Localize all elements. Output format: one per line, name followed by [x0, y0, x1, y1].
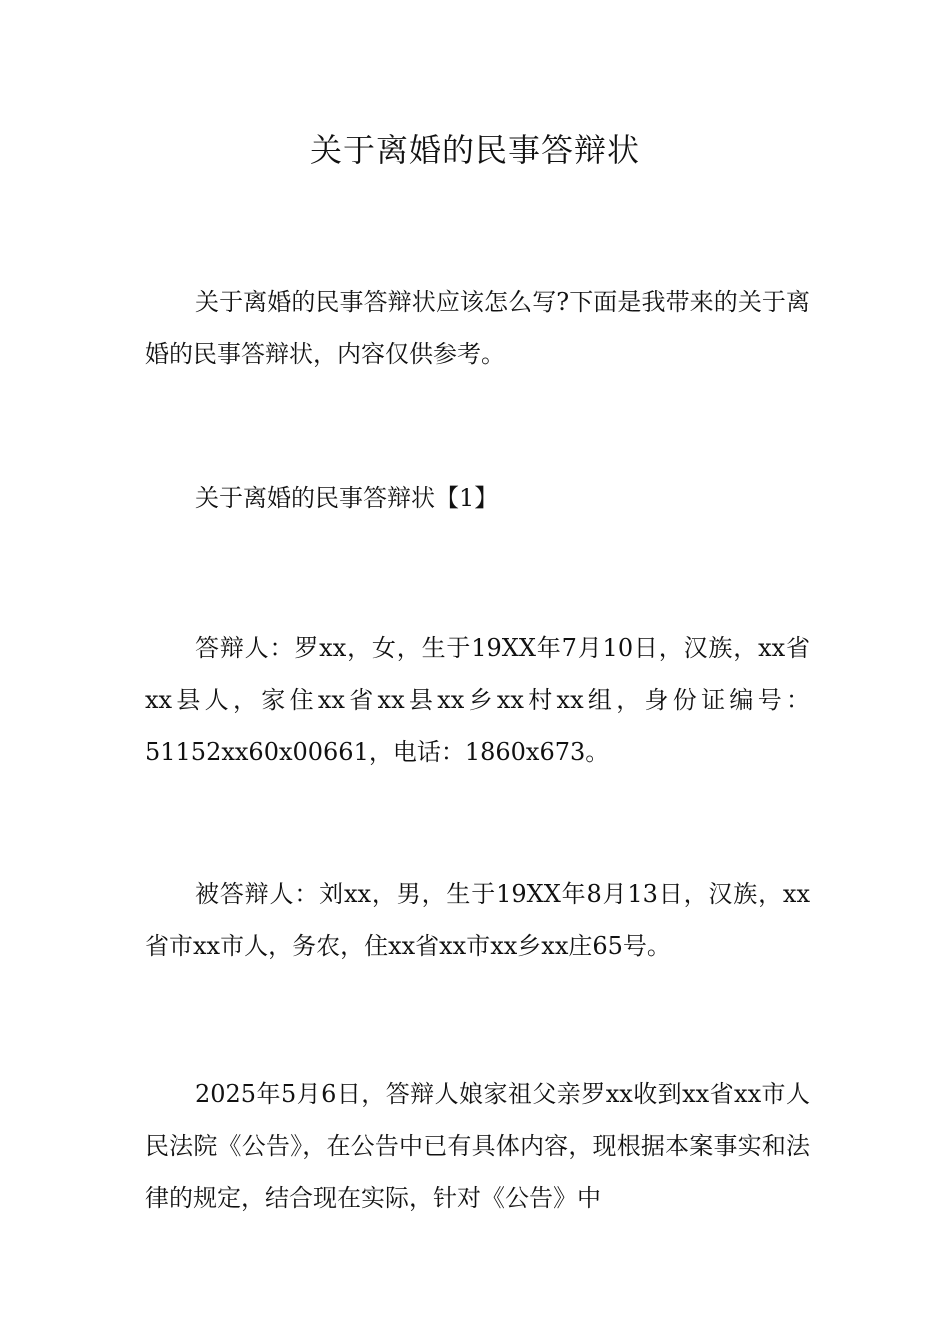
respondent-paragraph: 答辩人：罗xx，女，生于19XX年7月10日，汉族，xx省xx县人，家住xx省xx县xx乡xx村xx组，身份证编号：51152xx60x00661，电话：1860x673。 [145, 634, 810, 766]
section-heading: 关于离婚的民事答辩状【1】 [195, 484, 499, 512]
document-title: 关于离婚的民事答辩状 [309, 131, 640, 169]
intro-paragraph: 关于离婚的民事答辩状应该怎么写?下面是我带来的关于离婚的民事答辩状，内容仅供参考。 [145, 288, 810, 368]
plaintiff-paragraph: 被答辩人：刘xx，男，生于19XX年8月13日，汉族，xx省市xx市人，务农，住xx省xx市xx乡xx庄65号。 [145, 880, 810, 960]
event-paragraph: 2025年5月6日，答辩人娘家祖父亲罗xx收到xx省xx市人民法院《公告》，在公告中已有具体内容，现根据本案事实和法律的规定，结合现在实际，针对《公告》中 [145, 1080, 810, 1212]
